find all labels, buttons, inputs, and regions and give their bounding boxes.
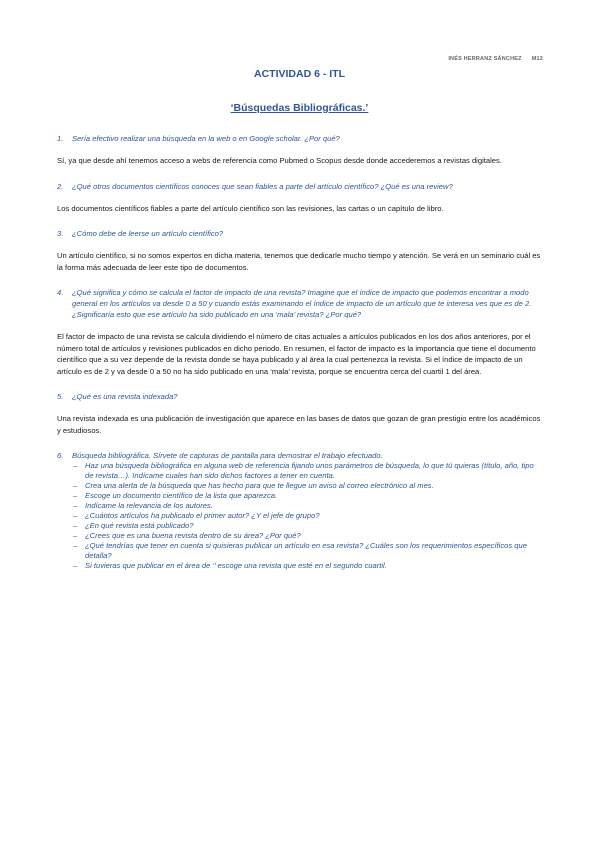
task-item <box>73 541 541 561</box>
task-item <box>73 481 541 491</box>
task-item <box>73 531 541 541</box>
document-subtitle: ‘Búsquedas Bibliográficas.’ <box>230 102 369 114</box>
question-6 <box>57 450 541 461</box>
question-5 <box>57 391 541 402</box>
task-item <box>73 461 541 481</box>
question-number: 1. <box>57 134 64 143</box>
dash-bullet: – <box>73 491 78 500</box>
dash-bullet: – <box>73 531 78 540</box>
question-number: 4. <box>57 288 64 297</box>
task-list <box>57 461 541 571</box>
dash-bullet: – <box>73 511 78 520</box>
task-text: ¿Crees que es una buena revista dentro de su área? ¿Por qué? <box>85 531 301 540</box>
author-name: INÉS HERRANZ SÁNCHEZ <box>448 56 522 62</box>
dash-bullet: – <box>73 521 78 530</box>
task-text: Indícame la relevancia de los autores. <box>85 501 213 510</box>
question-text: Sería efectivo realizar una búsqueda en la web o en Google scholar. ¿Por qué? <box>72 134 340 143</box>
task-text: ¿Qué tendrías que tener en cuenta si quisieras publicar un artículo en esa revista? ¿Cuáles son los requerimientos específicos que detalla? <box>85 541 527 560</box>
task-item <box>73 501 541 511</box>
task-text: Si tuvieras que publicar en el área de ‘’ escoge una revista que esté en el segundo cuartil. <box>85 561 387 570</box>
question-number: 3. <box>57 229 64 238</box>
task-item <box>73 511 541 521</box>
answer-4: El factor de impacto de una revista se calcula dividiendo el número de citas actuales a artículos publicados en los dos años anteriores, por el número total de artículos y revisiones publicados en dicho periodo. En resumen, el factor de impacto es la importancia que tiene el documento científico que a su vez depende de la revista donde se haya publicado y al área la cual pertenezca la revista. Si el índice de impacto de un artículo es de 2 y va desde 0 a 50 no ha sido publicado en una ‘mala’ revista, porque se encuentra cerca del cuartil 1 del área. <box>57 332 536 376</box>
answer-5: Una revista indexada es una publicación de investigación que aparece en las bases de datos que gozan de gran prestigio entre los académicos y estudiosos. <box>57 414 541 435</box>
dash-bullet: – <box>73 561 78 570</box>
task-item <box>73 491 541 501</box>
page-header <box>448 56 543 62</box>
dash-bullet: – <box>73 481 78 490</box>
question-number: 6. <box>57 451 64 460</box>
group-code: M12 <box>531 56 543 62</box>
question-number: 2. <box>57 181 64 191</box>
document-body <box>57 133 541 571</box>
task-text: ¿En qué revista está publicado? <box>85 521 194 530</box>
question-text: ¿Cómo debe de leerse un artículo científico? <box>72 229 224 238</box>
question-text: ¿Qué otros documentos científicos conoces que sean fiables a parte del artículo científico? ¿Qué es una review? <box>72 181 453 191</box>
question-text: ¿Qué es una revista indexada? <box>72 392 178 401</box>
task-item <box>73 561 541 571</box>
task-text: Haz una búsqueda bibliográfica en alguna web de referencia fijando unos parámetros de búsqueda, lo que tú quieras (título, año, tipo de revista…). Indícame cuales han sido dichos factores a tener en cuenta. <box>85 461 534 480</box>
question-4 <box>57 287 541 320</box>
question-text: Búsqueda bibliográfica. Sírvete de capturas de pantalla para demostrar el trabajo efectuado. <box>72 451 383 460</box>
dash-bullet: – <box>73 461 78 470</box>
task-text: Escoge un documento científico de la lista que aparezca. <box>85 491 278 500</box>
dash-bullet: – <box>73 541 78 550</box>
document-title: ACTIVIDAD 6 - ITL <box>254 68 345 80</box>
question-text: ¿Qué significa y cómo se calcula el factor de impacto de una revista? Imagine que el índice de impacto que podemos encontrar a modo general en los artículos va desde 0 a 50 y cuando estás examinando el índice de impacto de un artículo que te interesa ves que es de 2. ¿Significaría esto que ese artículo ha sido publicado en una ‘mala’ revista? ¿Por qué? <box>72 288 532 319</box>
dash-bullet: – <box>73 501 78 510</box>
task-item <box>73 521 541 531</box>
question-1 <box>57 133 541 144</box>
question-number: 5. <box>57 392 64 401</box>
question-2 <box>57 181 541 192</box>
task-text: Crea una alerta de la búsqueda que has hecho para que te llegue un aviso al correo electrónico al mes. <box>85 481 434 490</box>
answer-1: Sí, ya que desde ahí tenemos acceso a webs de referencia como Pubmed o Scopus desde donde accederemos a revistas digitales. <box>57 156 502 165</box>
task-text: ¿Cuántos artículos ha publicado el primer autor? ¿Y el jefe de grupo? <box>85 511 320 520</box>
answer-2: Los documentos científicos fiables a parte del artículo científico son las revisiones, las cartas o un capítulo de libro. <box>57 203 444 213</box>
question-3 <box>57 228 541 239</box>
answer-3: Un artículo científico, si no somos expertos en dicha materia, tenemos que dedicarle mucho tiempo y atención. Se verá en un seminario cuál es la forma más adecuada de leer este tipo de documentos. <box>57 251 541 272</box>
